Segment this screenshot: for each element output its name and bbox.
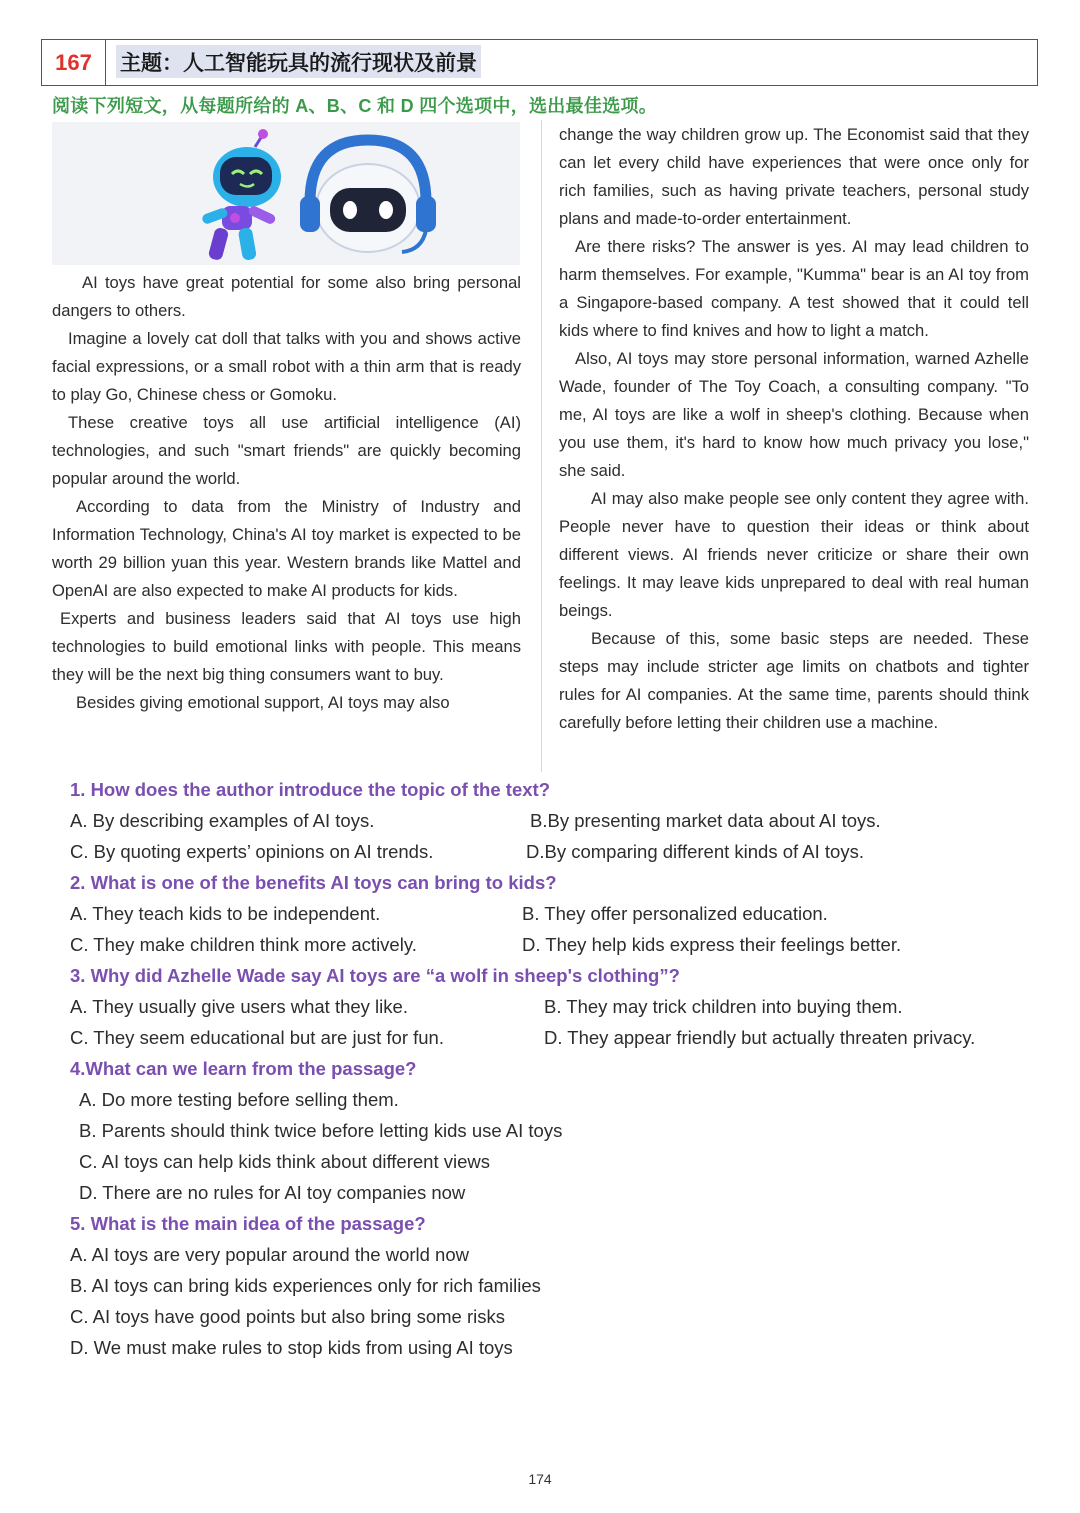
question-stem: 2. What is one of the benefits AI toys can bring to kids? bbox=[70, 872, 557, 893]
paragraph: AI toys have great potential for some also bring personal dangers to others. bbox=[52, 273, 521, 320]
header-box bbox=[41, 39, 1038, 86]
option-a[interactable]: A. They teach kids to be independent. bbox=[70, 903, 381, 924]
paragraph: Experts and business leaders said that AI toys use high technologies to build emotional links with people. This means they will be the next big thing consumers want to buy. bbox=[52, 609, 521, 684]
option-d[interactable]: D. They help kids express their feelings better. bbox=[522, 934, 902, 955]
option-d[interactable]: D. They appear friendly but actually threaten privacy. bbox=[544, 1027, 976, 1048]
paragraph: Because of this, some basic steps are needed. These steps may include stricter age limits on chatbots and tighter rules for AI companies. At the same time, parents should think carefully before letting their children use a machine. bbox=[559, 629, 1029, 732]
paragraph: AI may also make people see only content they agree with. People never have to question their ideas or think about different views. AI friends never criticize or share their own feelings. It may leave kids unprepared to deal with real human beings. bbox=[559, 489, 1029, 620]
column-divider bbox=[541, 120, 542, 772]
question-1 bbox=[70, 774, 1030, 867]
question-stem: 3. Why did Azhelle Wade say AI toys are “a wolf in sheep's clothing”? bbox=[70, 965, 680, 986]
option-c[interactable]: C. By quoting experts’ opinions on AI trends. bbox=[70, 841, 434, 862]
option-a[interactable]: A. Do more testing before selling them. bbox=[79, 1089, 399, 1110]
option-b[interactable]: B. They offer personalized education. bbox=[522, 903, 828, 924]
option-c[interactable]: C. AI toys can help kids think about different views bbox=[79, 1151, 490, 1172]
ai-toys-illustration bbox=[52, 122, 520, 265]
option-a[interactable]: A. They usually give users what they like. bbox=[70, 996, 408, 1017]
question-4 bbox=[70, 1053, 1030, 1208]
passage-right-column bbox=[559, 121, 1029, 737]
option-b[interactable]: B.By presenting market data about AI toys. bbox=[530, 810, 881, 831]
option-c[interactable]: C. They seem educational but are just for fun. bbox=[70, 1027, 444, 1048]
question-2 bbox=[70, 867, 1030, 960]
paragraph: Imagine a lovely cat doll that talks with you and shows active facial expressions, or a small robot with a thin arm that is ready to play Go, Chinese chess or Gomoku. bbox=[52, 329, 521, 404]
question-stem: 4.What can we learn from the passage? bbox=[70, 1058, 417, 1079]
headset-robot-icon bbox=[300, 140, 436, 252]
question-5 bbox=[70, 1208, 1030, 1363]
paragraph: change the way children grow up. The Economist said that they can let every child have experiences that were once only for rich families, such as having private teachers, personal study plans and made-to-order entertainment. bbox=[559, 125, 1029, 228]
passage-left-column bbox=[52, 269, 521, 717]
paragraph: According to data from the Ministry of Industry and Information Technology, China's AI toy market is expected to be worth 29 billion yuan this year. Western brands like Mattel and OpenAI are also expected to make AI products for kids. bbox=[52, 497, 521, 600]
option-d[interactable]: D.By comparing different kinds of AI toys. bbox=[526, 841, 864, 862]
instruction-text: 阅读下列短文，从每题所给的 A、B、C 和 D 四个选项中，选出最佳选项。 bbox=[52, 96, 658, 116]
option-c[interactable]: C. They make children think more actively. bbox=[70, 934, 417, 955]
option-c[interactable]: C. AI toys have good points but also bring some risks bbox=[70, 1306, 505, 1327]
paragraph: Are there risks? The answer is yes. AI may lead children to harm themselves. For example, "Kumma" bear is an AI toy from a Singapore-based company. A test showed that it could tell kids where to find knives and how to light a match. bbox=[559, 237, 1029, 340]
question-stem: 1. How does the author introduce the topic of the text? bbox=[70, 779, 550, 800]
paragraph: Also, AI toys may store personal information, warned Azhelle Wade, founder of The Toy Coach, a consulting company. "To me, AI toys are like a wolf in sheep's clothing. Because when you use them, it's hard to know how much privacy you lose," she said. bbox=[559, 349, 1029, 480]
option-d[interactable]: D. There are no rules for AI toy companies now bbox=[79, 1182, 466, 1203]
question-stem: 5. What is the main idea of the passage? bbox=[70, 1213, 426, 1234]
paragraph: Besides giving emotional support, AI toys may also bbox=[76, 693, 450, 712]
question-set-number: 167 bbox=[42, 40, 106, 85]
question-3 bbox=[70, 960, 1030, 1053]
option-a[interactable]: A. By describing examples of AI toys. bbox=[70, 810, 375, 831]
robot-toys-icon bbox=[52, 122, 520, 265]
option-d[interactable]: D. We must make rules to stop kids from using AI toys bbox=[70, 1337, 513, 1358]
walking-robot-icon bbox=[201, 129, 281, 261]
option-b[interactable]: B. They may trick children into buying them. bbox=[544, 996, 903, 1017]
option-a[interactable]: A. AI toys are very popular around the world now bbox=[70, 1244, 469, 1265]
option-b[interactable]: B. Parents should think twice before letting kids use AI toys bbox=[79, 1120, 563, 1141]
option-b[interactable]: B. AI toys can bring kids experiences only for rich families bbox=[70, 1275, 541, 1296]
page-title: 主题：人工智能玩具的流行现状及前景 bbox=[116, 45, 481, 78]
page-number: 174 bbox=[528, 1471, 552, 1487]
question-list bbox=[70, 774, 1030, 1363]
paragraph: These creative toys all use artificial intelligence (AI) technologies, and such "smart friends" are quickly becoming popular around the world. bbox=[52, 413, 521, 488]
